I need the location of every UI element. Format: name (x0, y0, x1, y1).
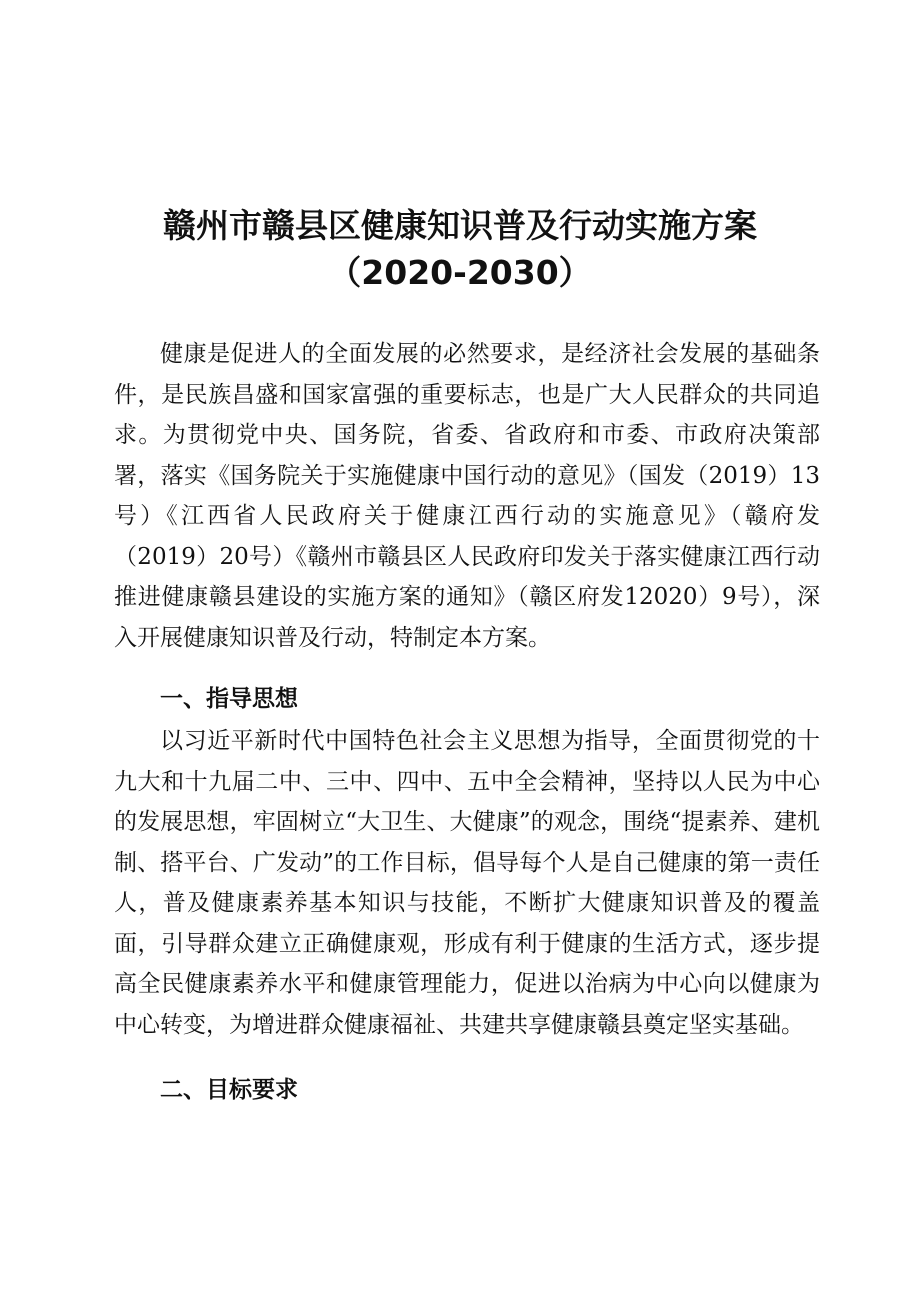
section-heading-guiding-ideology: 一、指导思想 (160, 686, 298, 712)
section-heading-goals: 二、目标要求 (160, 1077, 298, 1103)
intro-paragraph: 健康是促进人的全面发展的必然要求，是经济社会发展的基础条件，是民族昌盛和国家富强的重要标志，也是广大人民群众的共同追求。为贯彻党中央、国务院，省委、省政府和市委、市政府决策部署，落实《国务院关于实施健康中国行动的意见》（国发（2019）13号）《江西省人民政府关于健康江西行动的实施意见》（赣府发（2019）20号）《赣州市赣县区人民政府印发关于落实健康江西行动推进健康赣县建设的实施方案的通知》（赣区府发12020）9号），深入开展健康知识普及行动，特制定本方案。 (114, 341, 820, 651)
guiding-ideology-paragraph: 以习近平新时代中国特色社会主义思想为指导，全面贯彻党的十九大和十九届二中、三中、四中、五中全会精神，坚持以人民为中心的发展思想，牢固树立“大卫生、大健康”的观念，围绕“提素养、建机制、搭平台、广发动”的工作目标，倡导每个人是自己健康的第一责任人，普及健康素养基本知识与技能，不断扩大健康知识普及的覆盖面，引导群众建立正确健康观，形成有利于健康的生活方式，逐步提高全民健康素养水平和健康管理能力，促进以治病为中心向以健康为中心转变，为增进群众健康福祉、共建共享健康赣县奠定坚实基础。 (114, 728, 820, 1038)
document-subtitle: （2020-2030） (328, 253, 592, 292)
document-title: 赣州市赣县区健康知识普及行动实施方案 (163, 206, 757, 245)
